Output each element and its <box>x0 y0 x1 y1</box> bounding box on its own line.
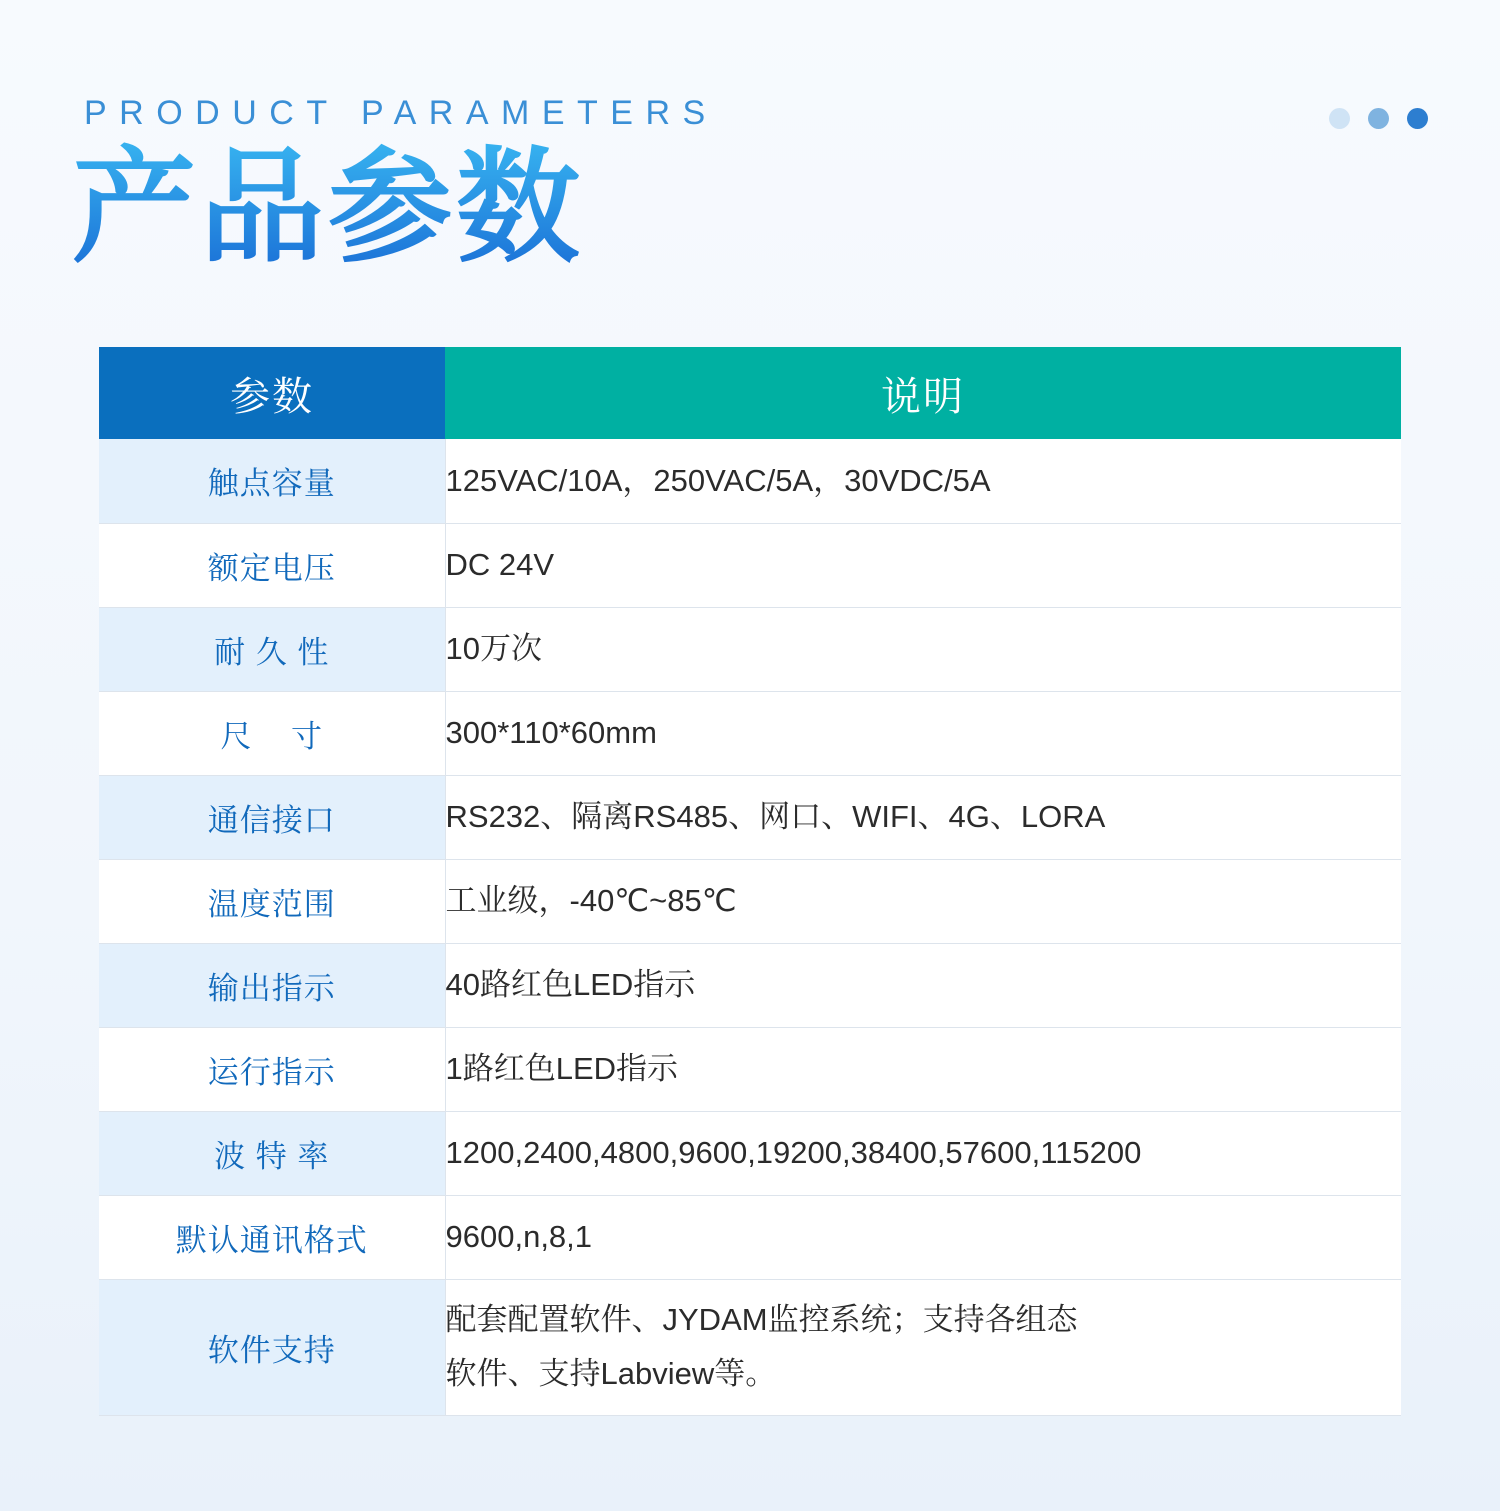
column-header-param: 参数 <box>99 347 445 439</box>
param-value: 300*110*60mm <box>445 691 1401 775</box>
table-row <box>99 1195 1401 1279</box>
param-value: 10万次 <box>445 607 1401 691</box>
table-row <box>99 1279 1401 1415</box>
indicator-dot <box>1368 108 1389 129</box>
param-name: 运行指示 <box>99 1027 445 1111</box>
table-row <box>99 607 1401 691</box>
param-value: 1200,2400,4800,9600,19200,38400,57600,115200 <box>445 1111 1401 1195</box>
table-row <box>99 859 1401 943</box>
param-name: 默认通讯格式 <box>99 1195 445 1279</box>
indicator-dot-active <box>1407 108 1428 129</box>
param-name: 额定电压 <box>99 523 445 607</box>
param-name: 软件支持 <box>99 1279 445 1415</box>
page-title: 产品参数 <box>72 139 585 277</box>
param-name: 尺 寸 <box>99 691 445 775</box>
table-row <box>99 1027 1401 1111</box>
param-value: 125VAC/10A，250VAC/5A，30VDC/5A <box>445 439 1401 523</box>
param-name: 触点容量 <box>99 439 445 523</box>
column-header-description: 说明 <box>445 347 1401 439</box>
param-name: 通信接口 <box>99 775 445 859</box>
table-row <box>99 1111 1401 1195</box>
param-value: 工业级，-40℃~85℃ <box>445 859 1401 943</box>
table-row <box>99 439 1401 523</box>
param-value-line: 软件、支持Labview等。 <box>445 1356 777 1391</box>
table-row <box>99 943 1401 1027</box>
page-subtitle: PRODUCT PARAMETERS <box>84 94 718 132</box>
param-name: 耐 久 性 <box>99 607 445 691</box>
table-row <box>99 523 1401 607</box>
indicator-dot <box>1329 108 1350 129</box>
carousel-indicator <box>1329 108 1428 129</box>
param-name: 温度范围 <box>99 859 445 943</box>
param-value: RS232、隔离RS485、网口、WIFI、4G、LORA <box>445 775 1401 859</box>
param-name: 波 特 率 <box>99 1111 445 1195</box>
parameters-table <box>99 347 1401 1416</box>
param-value <box>445 1279 1401 1415</box>
param-value: 9600,n,8,1 <box>445 1195 1401 1279</box>
param-value-line: 配套配置软件、JYDAM监控系统；支持各组态 <box>445 1302 1078 1337</box>
param-name: 输出指示 <box>99 943 445 1027</box>
param-value: 1路红色LED指示 <box>445 1027 1401 1111</box>
param-value: 40路红色LED指示 <box>445 943 1401 1027</box>
table-header-row <box>99 347 1401 439</box>
param-value: DC 24V <box>445 523 1401 607</box>
table-row <box>99 691 1401 775</box>
table-row <box>99 775 1401 859</box>
